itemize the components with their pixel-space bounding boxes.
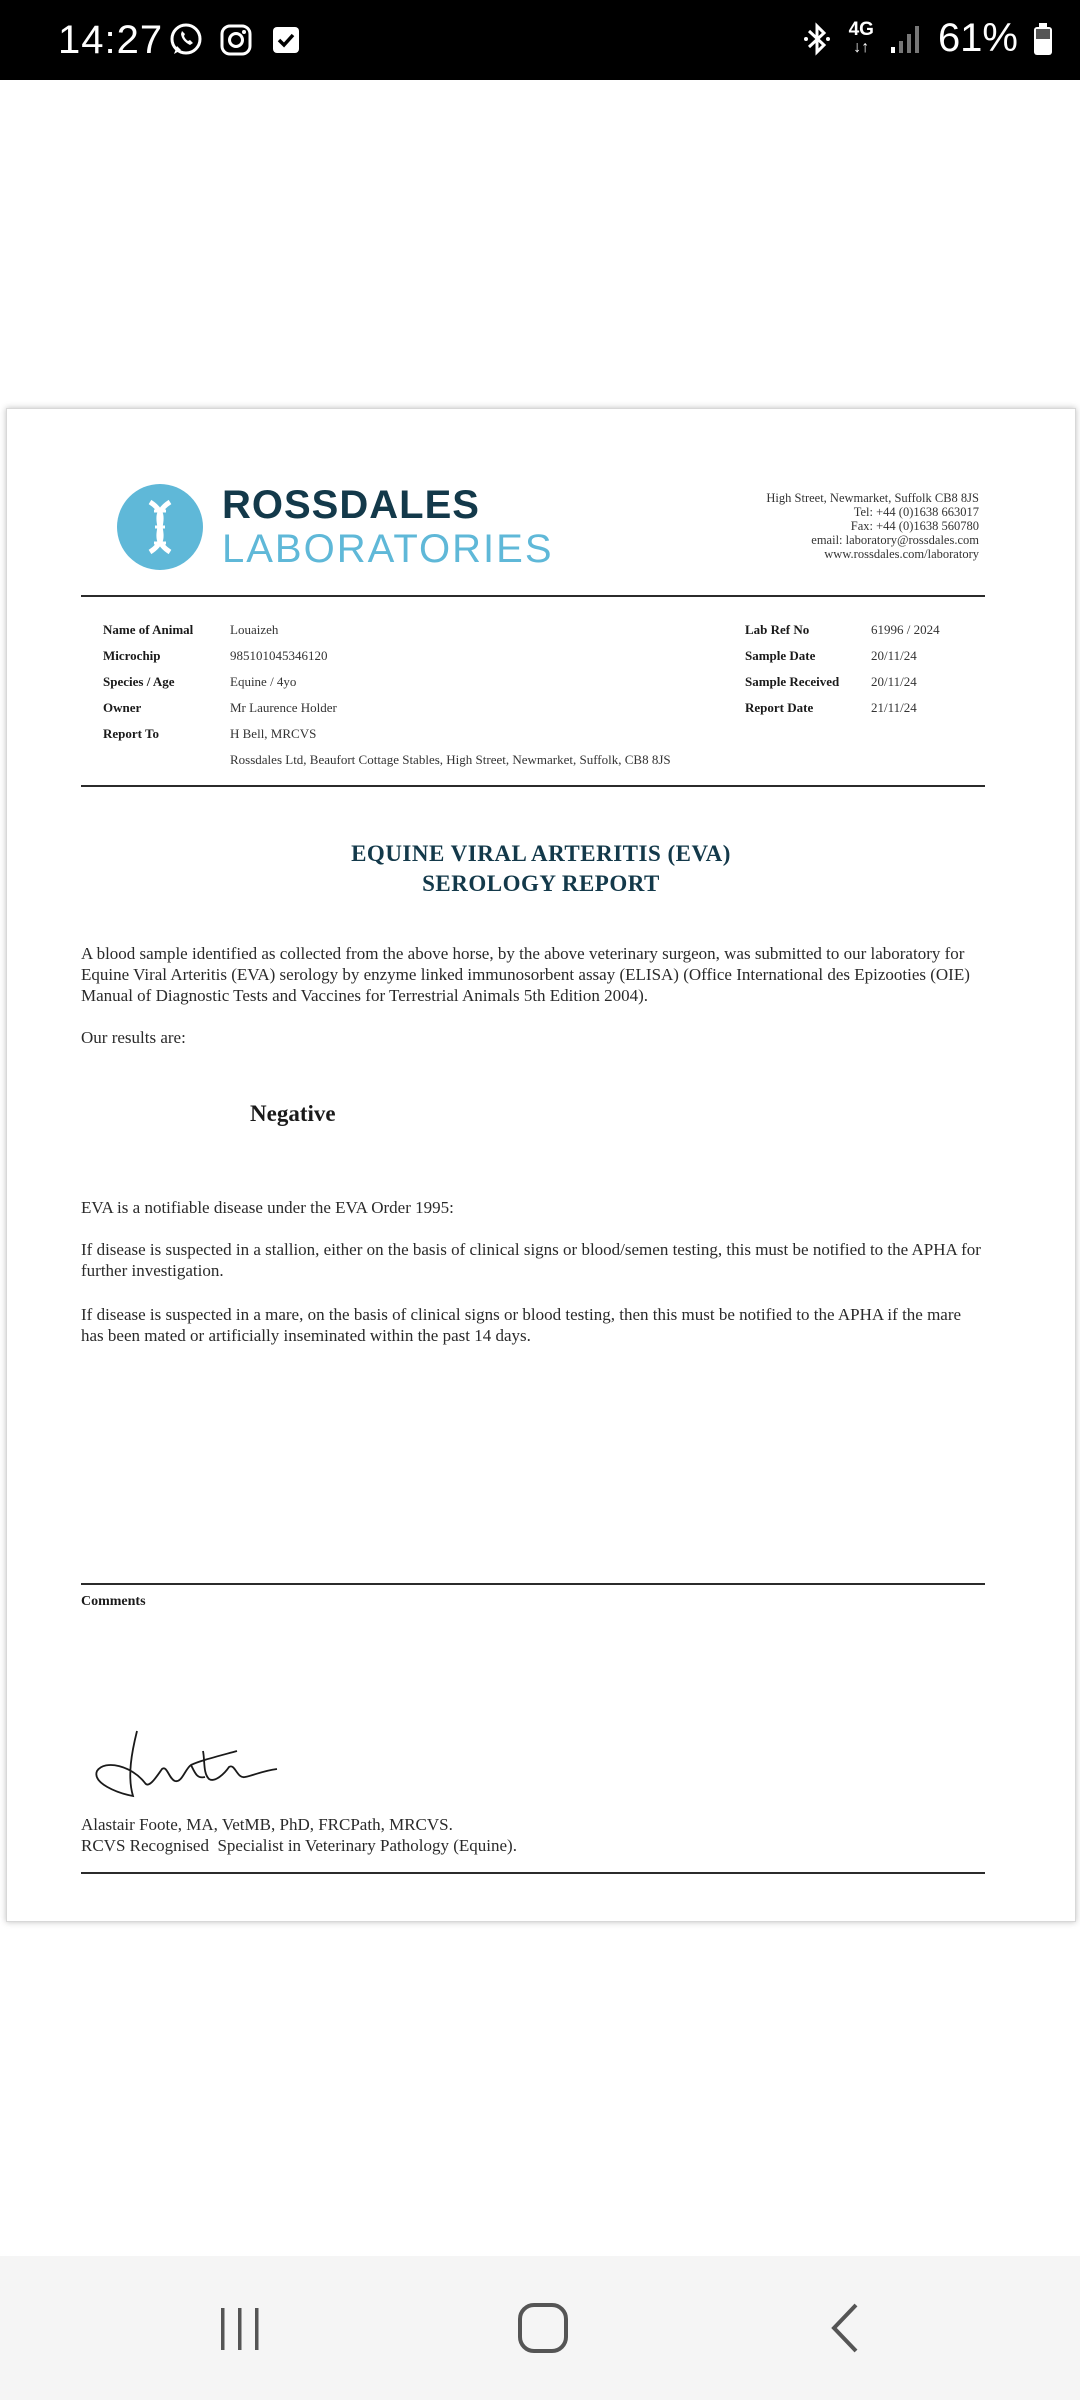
signature-image [87,1721,327,1816]
report-to-label: Report To [103,726,159,741]
lab-tel: Tel: +44 (0)1638 663017 [853,505,979,519]
signatory-name: Alastair Foote, MA, VetMB, PhD, FRCPath, MRCVS. [81,1815,453,1834]
test-result: Negative [250,1101,336,1126]
lab-fax: Fax: +44 (0)1638 560780 [850,519,979,533]
divider [81,1872,985,1874]
navigation-bar [0,2256,1080,2400]
microchip-value: 985101045346120 [230,648,328,663]
microchip-label: Microchip [103,648,161,663]
back-icon [826,2300,866,2356]
report-page[interactable] [6,408,1076,1922]
report-title-line1: EQUINE VIRAL ARTERITIS (EVA) [351,841,731,866]
owner-label: Owner [103,700,142,715]
notifiable-paragraph: EVA is a notifiable disease under the EVA Order 1995: [81,1198,454,1217]
battery-icon [1032,21,1054,57]
bluetooth-icon [799,21,835,57]
notification-icons [168,22,304,58]
divider [81,595,985,597]
sample-received-value: 20/11/24 [871,674,917,689]
divider [81,1583,985,1585]
whatsapp-icon [168,22,204,58]
system-icons [799,16,1054,61]
network-label: 4G [848,18,874,40]
back-button[interactable] [806,2296,886,2360]
signal-icon [888,21,924,57]
recents-icon [215,2303,265,2353]
lab-name-line2: LABORATORIES [222,527,554,571]
status-time: 14:27 [58,18,164,62]
mare-paragraph: If disease is suspected in a mare, on the basis of clinical signs or blood testing, then this must be notified to the APHA if the mare has been mated or artificially inseminated within the past 14 days. [81,1305,962,1345]
lab-address: High Street, Newmarket, Suffolk CB8 8JS [766,491,979,505]
stallion-paragraph: If disease is suspected in a stallion, either on the basis of clinical signs or blood/semen testing, this must be notified to the APHA for further investigation. [81,1240,981,1280]
report-date-label: Report Date [745,700,814,715]
lab-ref-value: 61996 / 2024 [871,622,940,637]
signatory-title: RCVS Recognised Specialist in Veterinary Pathology (Equine). [81,1836,517,1855]
sample-date-label: Sample Date [745,648,816,663]
home-button[interactable] [503,2296,583,2360]
lab-address-block [679,491,979,561]
animal-name: Louaizeh [230,622,279,637]
report-date-value: 21/11/24 [871,700,917,715]
lab-name-line1: ROSSDALES [222,483,480,527]
results-intro: Our results are: [81,1028,186,1047]
status-bar [0,0,1080,80]
sample-date-value: 20/11/24 [871,648,917,663]
dna-logo-icon [117,484,203,570]
report-title-line2: SEROLOGY REPORT [422,871,660,896]
home-icon [515,2300,571,2356]
report-to-value: H Bell, MRCVS [230,726,317,741]
intro-paragraph: A blood sample identified as collected from the above horse, by the above veterinary surgeon, was submitted to our laboratory for Equine Viral Arteritis (EVA) serology by enzyme linked immunosorbent assay (ELISA) (Office International des Epizooties (OIE) Manual of Diagnostic Tests and Vaccines for Terrestrial Animals 5th Edition 2004). [81,944,970,1005]
data-arrows-icon: ↓↑ [853,38,870,56]
instagram-icon [218,22,254,58]
report-to-address: Rossdales Ltd, Beaufort Cottage Stables, High Street, Newmarket, Suffolk, CB8 8JS [230,752,671,767]
checkbox-icon [268,22,304,58]
name-label: Name of Animal [103,622,194,637]
owner-value: Mr Laurence Holder [230,700,337,715]
lab-ref-label: Lab Ref No [745,622,810,637]
battery-percent: 61% [937,16,1018,60]
lab-email: email: laboratory@rossdales.com [811,533,979,547]
signatory-block [81,1814,517,1856]
sample-received-label: Sample Received [745,674,840,689]
lab-web: www.rossdales.com/laboratory [824,547,979,561]
species-label: Species / Age [103,674,175,689]
recents-button[interactable] [200,2296,280,2360]
network-type [848,18,874,57]
species-value: Equine / 4yo [230,674,297,689]
comments-label: Comments [81,1594,146,1609]
divider [81,785,985,787]
